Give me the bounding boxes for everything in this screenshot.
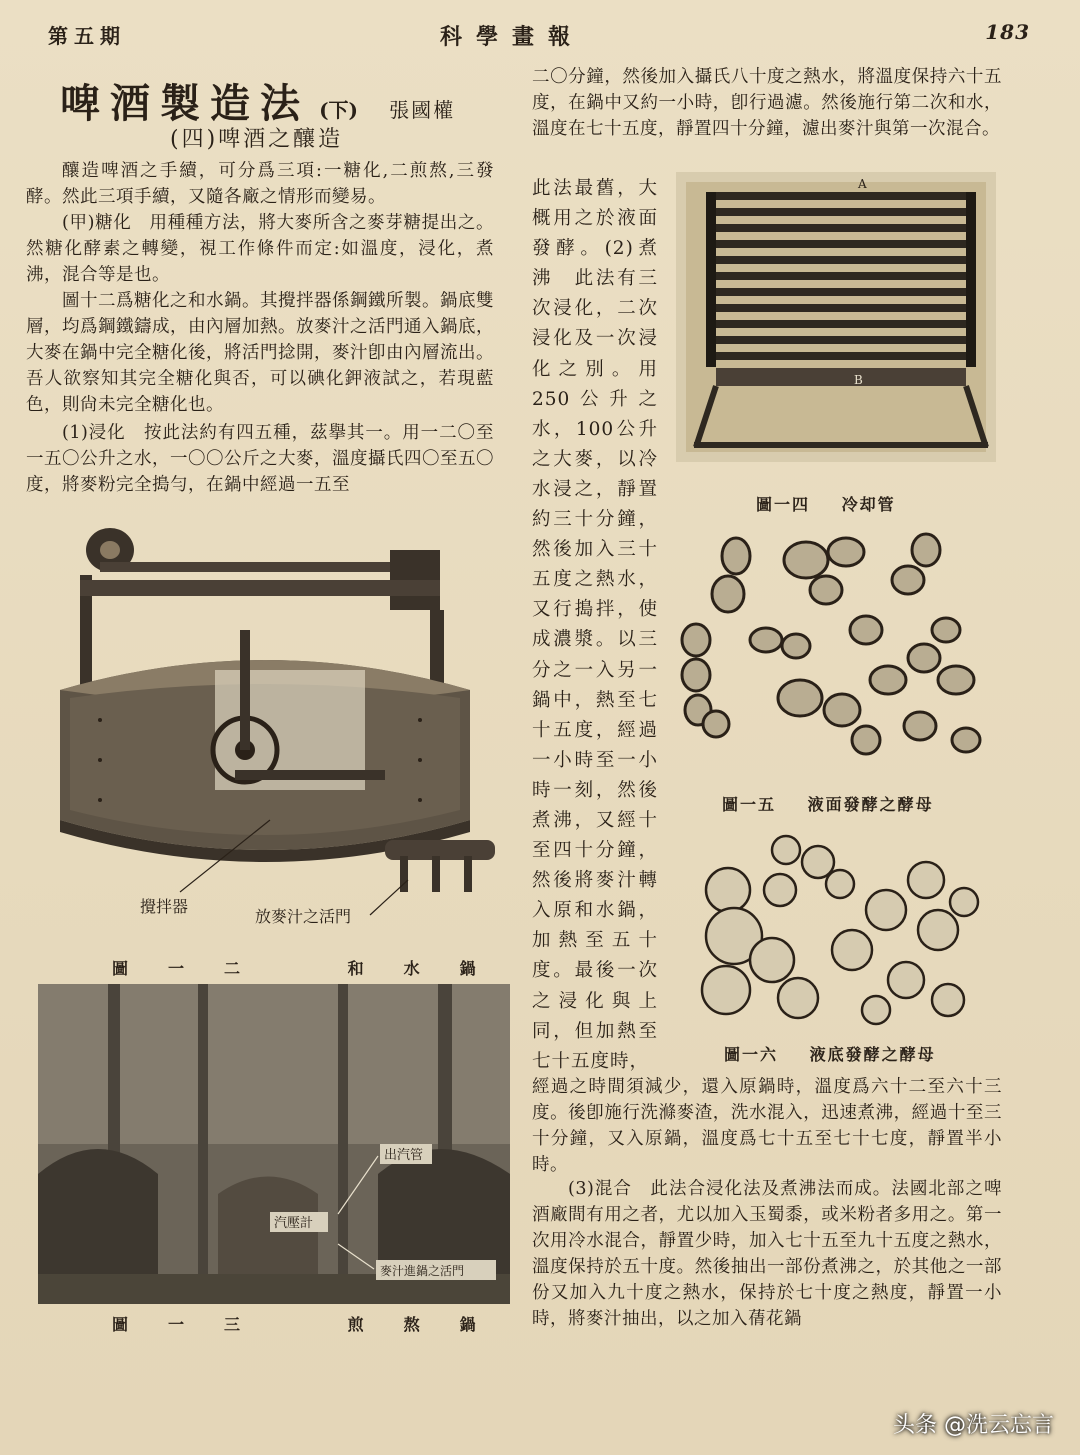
figure-name: 液底發酵之酵母 (809, 1045, 936, 1064)
mash-tun-illustration (40, 520, 510, 930)
article-part: (下) (319, 98, 359, 122)
paragraph: 釀造啤酒之手續，可分爲三項:一糖化,二煎熬,三發酵。然此三項手續，又隨各廠之情形而變易。 (26, 161, 494, 207)
label-valve: 放麥汁之活門 (255, 907, 352, 926)
figure-name: 冷却管 (841, 495, 896, 514)
journal-title: 科學畫報 (440, 24, 585, 50)
bottom-yeast-illustration (676, 830, 992, 1036)
label-a: A (858, 177, 867, 191)
figure-number: 圖一六 (724, 1045, 779, 1064)
figure-caption (722, 792, 934, 815)
figure-name: 和水鍋 (347, 959, 516, 978)
figure-caption (756, 492, 896, 515)
paragraph: (1)浸化 按此法約有四五種，茲擧其一。用一二〇至一五〇公升之水，一〇〇公斤之大麥，溫度攝氏四〇至五〇度，將麥粉完全搗勻，在鍋中經過一五至 (26, 423, 494, 495)
paragraph: 圖十二爲糖化之和水鍋。其攪拌器係鋼鐵所製。鍋底雙層，均爲鋼鐵鑄成，由內層加熱。放麥汁之活門通入鍋底，大麥在鍋中完全糖化後，將活門捻開，麥汁卽由內層流出。吾人欲察知其完全糖化與否，可以碘化鉀液試之，若現藍色，則尙未完全糖化也。 (26, 291, 494, 415)
figure-caption (112, 956, 516, 979)
paragraph: (3)混合 此法合浸化法及煮沸法而成。法國北部之啤酒廠間有用之者，尤以加入玉蜀黍，或米粉者多用之。第一次用冷水混合，靜置少時，加入七十五至九十五度之熱水，溫度保持於五十度。然後抽出一部份煮沸之，於其他之一部份又加入九十度之熱水，保持於七十度之熱度，靜置一小時，將麥汁抽出，以之加入蒨花鍋 (532, 1179, 1002, 1329)
label-b: B (854, 373, 863, 387)
figure-caption (112, 1312, 516, 1335)
figure-caption (724, 1042, 936, 1065)
narrow-column-text: 此法最舊，大概用之於液面發酵。(2)煮沸 此法有三次浸化，二次浸化及一次浸化之別。用250公升之水，100公升之大麥，以冷水浸之，靜置約三十分鐘，然後加入三十五度之熱水，又行搗拌，使成濃漿。以三分之一入另一鍋中，熱至七十五度，經過一小時至一小時一刻，然後煮沸，又經十至四十分鐘，然後將麥汁轉入原和水鍋，加熱至五十度。最後一次之浸化與上同，但加熱至七十五度時， (532, 178, 658, 1072)
page-number: 183 (985, 20, 1030, 44)
label-inlet-valve: 麥汁進鍋之活門 (380, 1264, 465, 1278)
label-thermo: 汽壓計 (274, 1216, 314, 1231)
paragraph: 二〇分鐘，然後加入攝氏八十度之熱水，將溫度保持六十五度，在鍋中又約一小時，卽行過濾。然後施行第二次和水，溫度在七十五度，靜置四十分鐘，濾出麥汁與第一次混合。 (532, 67, 1002, 139)
figure-name: 液面發酵之酵母 (807, 795, 934, 814)
article-title: 啤酒製造法 (60, 80, 310, 127)
section-heading: (四)啤酒之釀造 (170, 127, 344, 152)
watermark: 头条 @洗云忘言 (893, 1413, 1054, 1438)
figure-number: 圖一三 (112, 1315, 281, 1334)
article-author: 張國權 (389, 98, 456, 122)
label-agitator: 攪拌器 (140, 897, 189, 916)
paragraph: 經過之時間須減少，還入原鍋時，溫度爲六十二至六十三度。後卽施行洗滌麥渣，洗水混入，迅速煮沸，經過十至三十分鐘，又入原鍋，溫度爲七十五至七十七度，靜置半小時。 (532, 1077, 1002, 1175)
cooler-illustration (676, 172, 996, 462)
label-outlet: 出汽管 (384, 1148, 424, 1163)
figure-name: 煎熬鍋 (347, 1315, 516, 1334)
figure-number: 圖一四 (756, 495, 811, 514)
figure-number: 圖一五 (722, 795, 777, 814)
figure-number: 圖一二 (112, 959, 281, 978)
issue-label: 第五期 (48, 24, 126, 48)
brew-kettle-photo (38, 984, 510, 1304)
paragraph: (甲)糖化 用種種方法，將大麥所含之麥芽糖提出之。然糖化酵素之轉變，視工作條件而定:如溫度，浸化，煮沸，混合等是也。 (26, 213, 494, 285)
article-heading (60, 72, 520, 129)
top-yeast-illustration (676, 530, 992, 780)
